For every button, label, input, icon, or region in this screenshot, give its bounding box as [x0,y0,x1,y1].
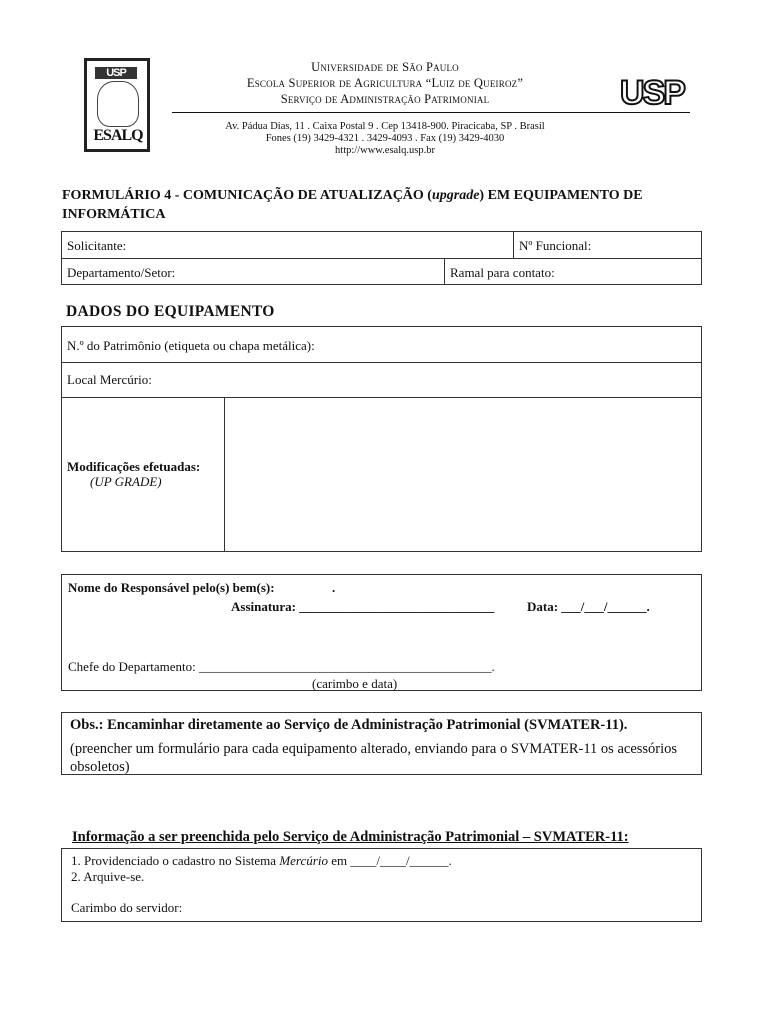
equipment-col-divider [224,397,225,551]
esalq-logo-text: ESALQ [93,127,143,144]
chefe-label: Chefe do Departamento: _____________________________________________. [68,659,495,674]
obs-title: Obs.: Encaminhar diretamente ao Serviço de Administração Patrimonial (SVMATER-11). [70,717,628,733]
equipment-row-divider-1 [62,362,701,363]
local-label: Local Mercúrio: [67,372,152,387]
requester-table [61,231,702,285]
departamento-label: Departamento/Setor: [67,265,176,280]
equipment-table [61,326,702,552]
form-title-prefix: FORMULÁRIO 4 - COMUNICAÇÃO DE ATUALIZAÇÃO ( [62,188,432,203]
equipment-section-title: DADOS DO EQUIPAMENTO [66,303,275,320]
seal-icon [97,81,139,127]
university-name: Universidade de São Paulo [311,60,459,74]
requester-col-divider-2 [444,258,445,285]
form-title-suffix: ) EM EQUIPAMENTO DE INFORMÁTICA [62,188,643,222]
usp-logo: USP [620,74,684,112]
info-item-1-italic: Mercúrio [279,853,328,868]
solicitante-label: Solicitante: [67,238,127,253]
address-line-1: Av. Pádua Dias, 11 . Caixa Postal 9 . Cep 13418-900. Piracicaba, SP . Brasil [225,121,545,132]
esalq-logo [84,58,150,152]
usp-badge-text: USP [95,67,137,79]
info-item-1 [71,853,452,869]
form-title [62,186,702,224]
responsible-box [61,574,702,691]
requester-col-divider-1 [513,232,514,258]
info-item-2: 2. Arquive-se. [71,869,145,884]
website: http://www.esalq.usp.br [335,145,435,156]
info-item-1-prefix: 1. Providenciado o cadastro no Sistema [71,853,280,868]
obs-text: (preencher um formulário para cada equipamento alterado, enviando para o SVMATER-11 os acessórios obsoletos) [70,741,678,775]
school-name: Escola Superior de Agricultura “Luiz de Queiroz” [246,76,524,90]
service-name: Serviço de Administração Patrimonial [280,92,490,106]
carimbo-label: (carimbo e data) [312,676,398,691]
data-label: Data: ___/___/______. [527,599,650,614]
upgrade-label: (UP GRADE) [90,474,162,489]
info-title: Informação a ser preenchida pelo Serviço de Administração Patrimonial – SVMATER-11: [72,829,629,845]
info-box [61,848,702,922]
patrimonio-label: N.º do Patrimônio (etiqueta ou chapa metálica): [67,338,315,353]
assinatura-label: Assinatura: ______________________________ [231,599,495,614]
address-line-2: Fones (19) 3429-4321 . 3429-4093 . Fax (19) 3429-4030 [265,133,505,144]
form-title-italic: upgrade [431,188,480,203]
info-item-1-suffix: em ____/____/______. [327,853,452,868]
ramal-label: Ramal para contato: [450,265,555,280]
equipment-row-divider-2 [62,397,701,398]
nome-responsavel-label: Nome do Responsável pelo(s) bem(s): [68,580,275,595]
funcional-label: Nº Funcional: [519,238,592,253]
nome-dot: . [332,580,336,595]
modificacoes-label: Modificações efetuadas: [67,459,201,474]
obs-box [61,712,702,775]
header-rule [172,112,690,113]
carimbo-servidor-label: Carimbo do servidor: [71,900,183,915]
requester-row-divider [62,258,701,259]
